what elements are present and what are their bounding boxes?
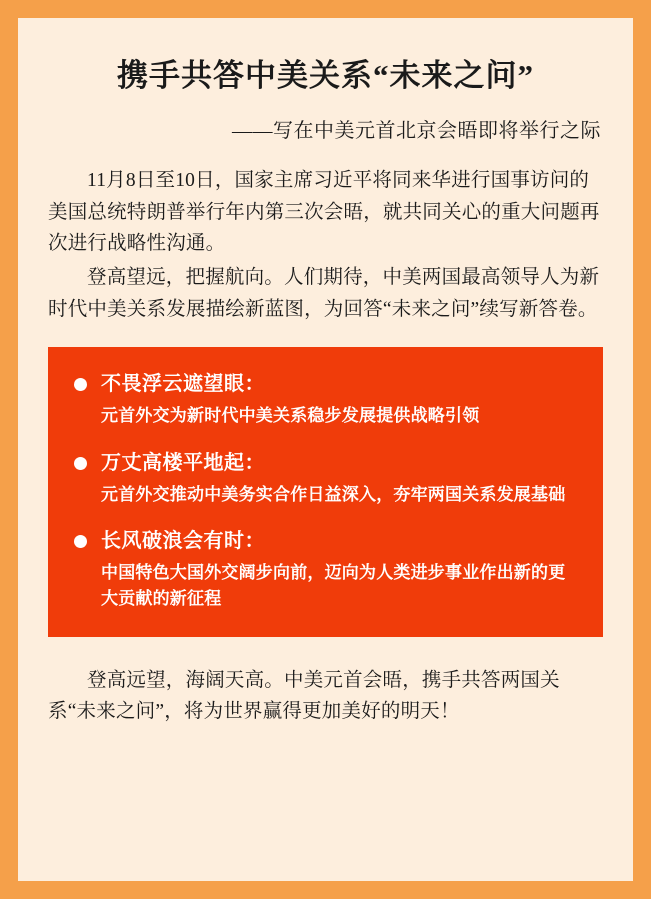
bullet-dot-icon bbox=[74, 378, 87, 391]
spacer bbox=[74, 514, 577, 526]
list-item-detail: 中国特色大国外交阔步向前，迈向为人类进步事业作出新的更大贡献的新征程 bbox=[101, 562, 566, 609]
list-item-body bbox=[101, 369, 577, 429]
bullet-dot-icon bbox=[74, 535, 87, 548]
paragraph-1: 11月8日至10日，国家主席习近平将同来华进行国事访问的美国总统特朗普举行年内第三次会晤，就共同关心的重大问题再次进行战略性沟通。 bbox=[48, 170, 600, 255]
list-item bbox=[74, 448, 577, 508]
bullet-dot-icon bbox=[74, 457, 87, 470]
list-item bbox=[74, 526, 577, 613]
list-item-heading: 万丈高楼平地起： bbox=[101, 451, 265, 474]
closing-paragraph: 登高远望，海阔天高。中美元首会晤，携手共答两国关系“未来之问”，将为世界赢得更加美好的明天！ bbox=[48, 669, 560, 723]
list-item bbox=[74, 369, 577, 429]
spacer bbox=[74, 436, 577, 448]
list-item-detail: 元首外交推动中美务实合作日益深入，夯牢两国关系发展基础 bbox=[101, 484, 566, 504]
page-title: 携手共答中美关系“未来之问” bbox=[117, 58, 534, 93]
list-item-body bbox=[101, 448, 577, 508]
list-item-heading: 不畏浮云遮望眼： bbox=[101, 373, 265, 396]
document-body bbox=[18, 18, 633, 881]
list-item-body bbox=[101, 526, 577, 613]
list-item-detail: 元首外交为新时代中美关系稳步发展提供战略引领 bbox=[101, 406, 480, 426]
page-subtitle: ——写在中美元首北京会晤即将举行之际 bbox=[232, 120, 601, 143]
highlight-box bbox=[48, 347, 603, 636]
paragraph-2: 登高望远，把握航向。人们期待，中美两国最高领导人为新时代中美关系发展描绘新蓝图，为回答“未来之问”续写新答卷。 bbox=[48, 267, 600, 320]
list-item-heading: 长风破浪会有时： bbox=[101, 529, 265, 552]
